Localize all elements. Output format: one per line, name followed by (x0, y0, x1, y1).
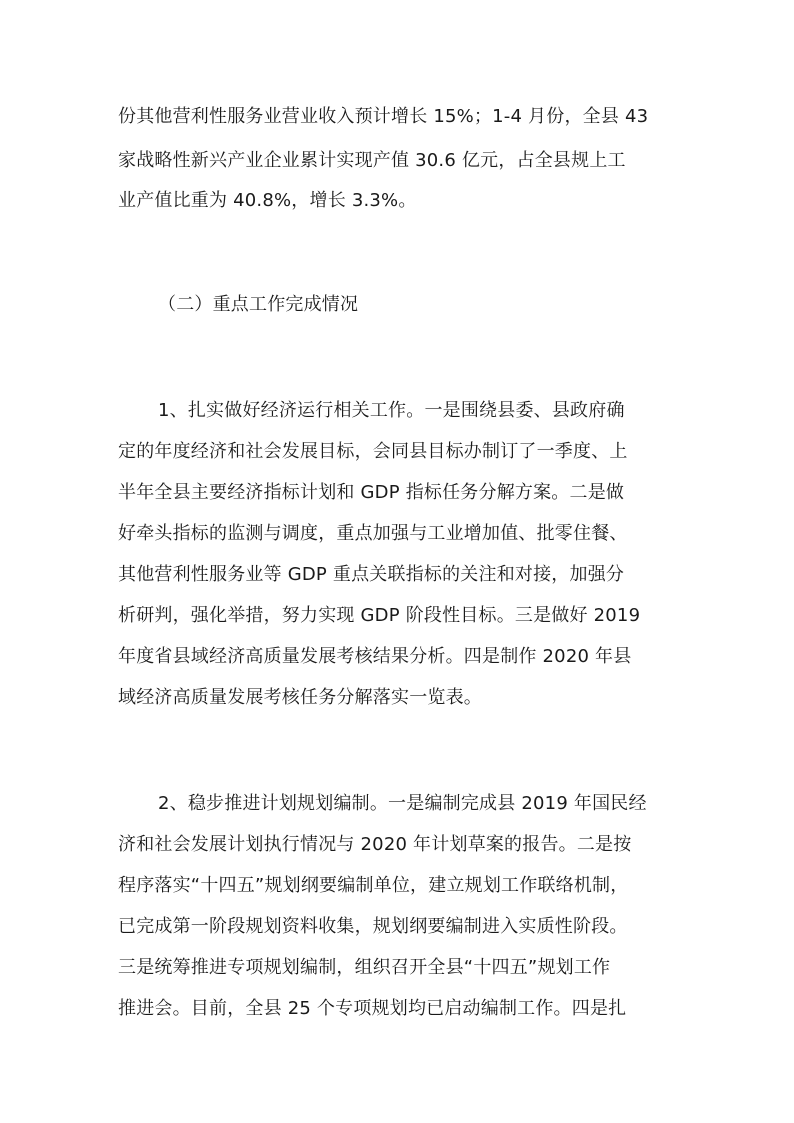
paragraph-line: 程序落实“十四五”规划纲要编制单位，建立规划工作联络机制， (118, 875, 629, 896)
paragraph-line: 已完成第一阶段规划资料收集，规划纲要编制进入实质性阶段。 (118, 916, 628, 937)
text-line: 家战略性新兴产业企业累计实现产值 30.6 亿元，占全县规上工 (118, 150, 626, 171)
paragraph-line: 域经济高质量发展考核任务分解落实一览表。 (118, 687, 482, 708)
section-heading: （二）重点工作完成情况 (158, 294, 359, 315)
paragraph-line: 年度省县域经济高质量发展考核结果分析。四是制作 2020 年县 (118, 646, 632, 667)
paragraph-line: 2、稳步推进计划规划编制。一是编制完成县 2019 年国民经 (158, 793, 647, 814)
text-line: 份其他营利性服务业营业收入预计增长 15%；1-4 月份，全县 43 (118, 106, 649, 127)
paragraph-line: 其他营利性服务业等 GDP 重点关联指标的关注和对接，加强分 (118, 564, 625, 585)
text-line: 业产值比重为 40.8%，增长 3.3%。 (118, 190, 417, 211)
paragraph-line: 析研判，强化举措，努力实现 GDP 阶段性目标。三是做好 2019 (118, 605, 641, 626)
paragraph-line: 好牵头指标的监测与调度，重点加强与工业增加值、批零住餐、 (118, 523, 628, 544)
paragraph-line: 1、扎实做好经济运行相关工作。一是围绕县委、县政府确 (158, 400, 625, 421)
paragraph-line: 推进会。目前，全县 25 个专项规划均已启动编制工作。四是扎 (118, 998, 627, 1019)
paragraph-line: 三是统筹推进专项规划编制，组织召开全县“十四五”规划工作 (118, 957, 611, 978)
paragraph-line: 半年全县主要经济指标计划和 GDP 指标任务分解方案。二是做 (118, 482, 625, 503)
paragraph-line: 济和社会发展计划执行情况与 2020 年计划草案的报告。二是按 (118, 834, 632, 855)
paragraph-line: 定的年度经济和社会发展目标，会同县目标办制订了一季度、上 (118, 441, 628, 462)
